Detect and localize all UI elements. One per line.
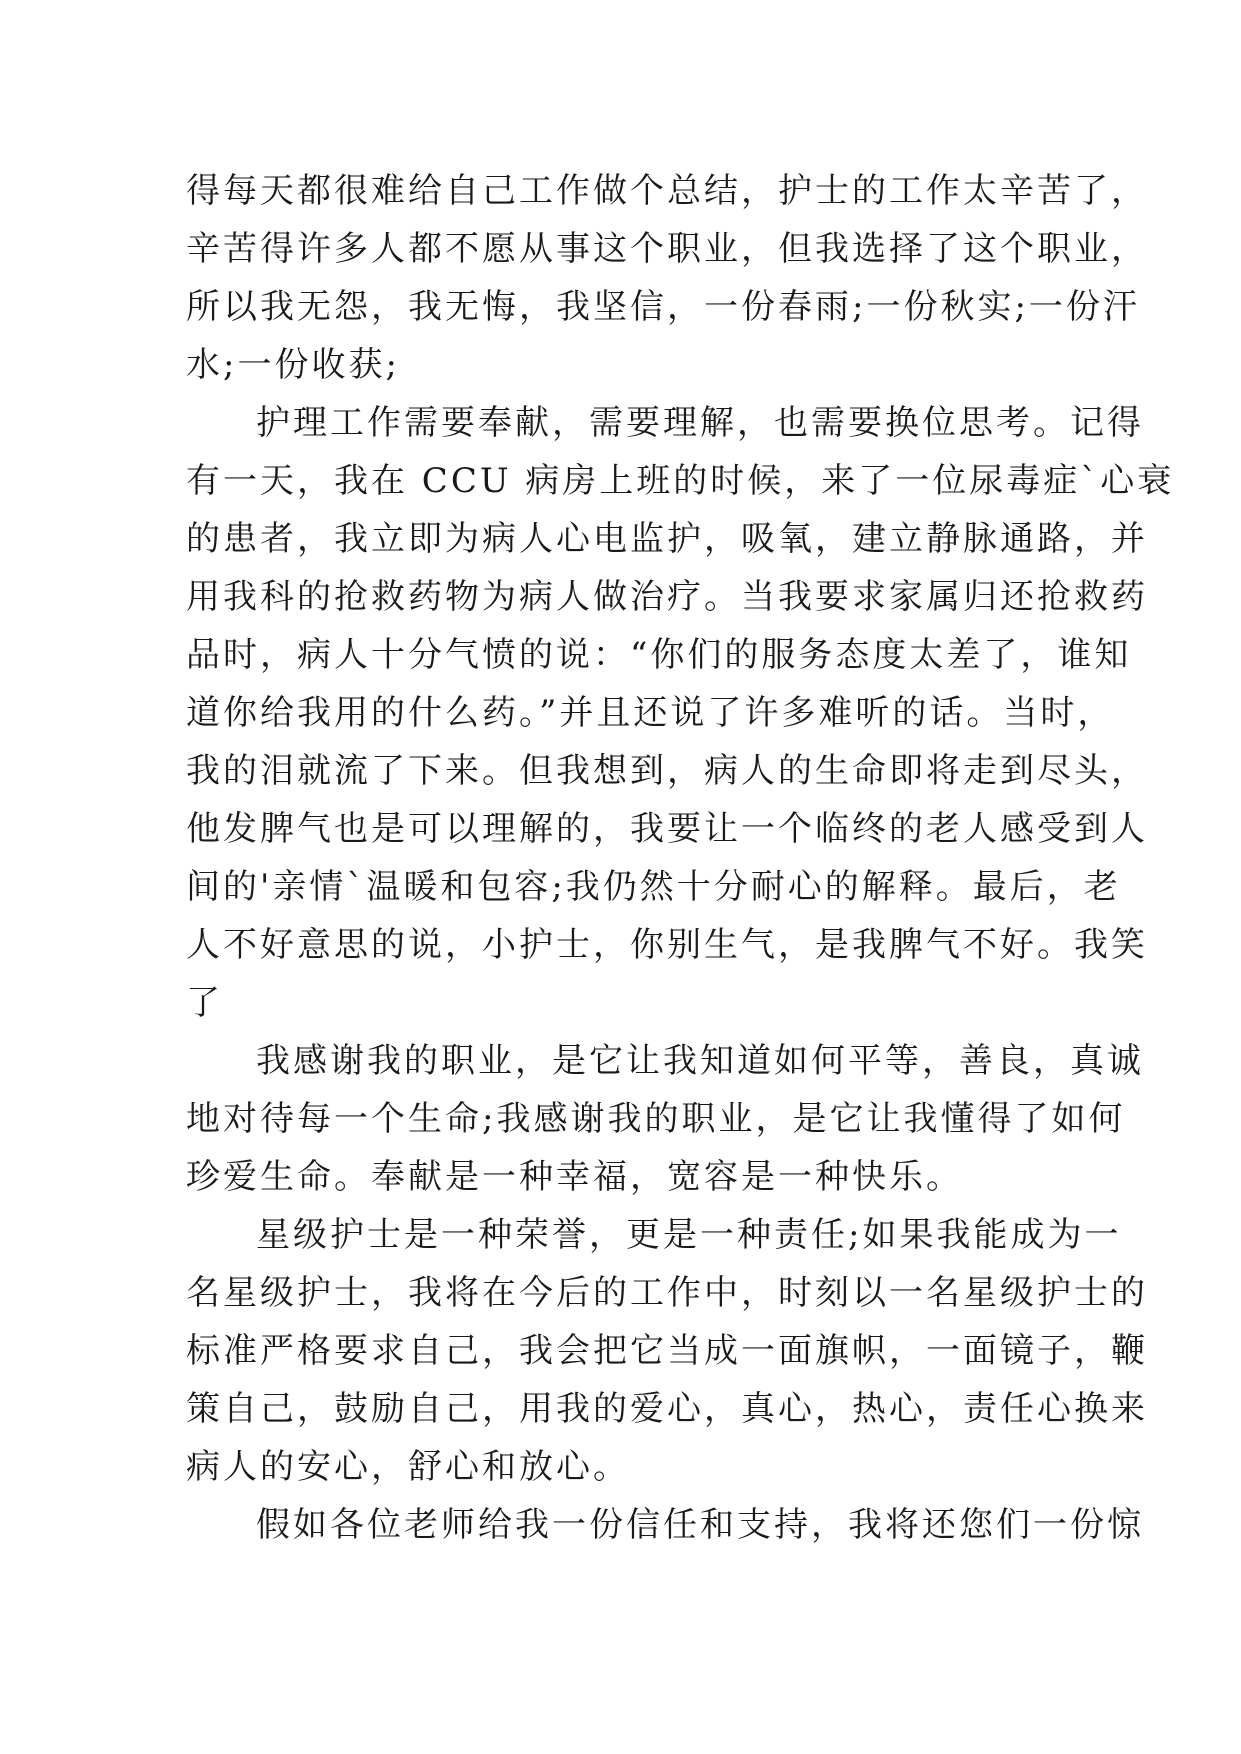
text-line: 辛苦得许多人都不愿从事这个职业，但我选择了这个职业， xyxy=(186,229,1148,269)
text-line: 得每天都很难给自己工作做个总结，护士的工作太辛苦了， xyxy=(186,171,1148,211)
text-line: 地对待每一个生命;我感谢我的职业，是它让我懂得了如何 xyxy=(186,1099,1126,1139)
text-line: 策自己，鼓励自己，用我的爱心，真心，热心，责任心换来 xyxy=(186,1389,1148,1429)
text-line: 了 xyxy=(186,983,223,1023)
paragraph-first-line: 我感谢我的职业，是它让我知道如何平等，善良，真诚 xyxy=(256,1041,1144,1081)
text-line: 间的'亲情`温暖和包容;我仍然十分耐心的解释。最后，老 xyxy=(186,867,1121,907)
text-line: 所以我无怨，我无悔，我坚信，一份春雨;一份秋实;一份汗 xyxy=(186,287,1140,327)
text-line: 用我科的抢救药物为病人做治疗。当我要求家属归还抢救药 xyxy=(186,577,1148,617)
paragraph-first-line: 假如各位老师给我一份信任和支持，我将还您们一份惊 xyxy=(256,1505,1144,1545)
text-line: 的患者，我立即为病人心电监护，吸氧，建立静脉通路，并 xyxy=(186,519,1148,559)
paragraph-first-line: 星级护士是一种荣誉，更是一种责任;如果我能成为一 xyxy=(256,1215,1122,1255)
text-line: 我的泪就流了下来。但我想到，病人的生命即将走到尽头， xyxy=(186,751,1148,791)
paragraph-first-line: 护理工作需要奉献，需要理解，也需要换位思考。记得 xyxy=(256,403,1144,443)
body-text xyxy=(186,162,1175,1554)
text-line: 他发脾气也是可以理解的，我要让一个临终的老人感受到人 xyxy=(186,809,1148,849)
text-line: 标准严格要求自己，我会把它当成一面旗帜，一面镜子，鞭 xyxy=(186,1331,1148,1371)
text-line: 道你给我用的什么药。”并且还说了许多难听的话。当时， xyxy=(186,693,1115,733)
text-line: 品时，病人十分气愤的说：“你们的服务态度太差了，谁知 xyxy=(186,635,1132,675)
text-line: 珍爱生命。奉献是一种幸福，宽容是一种快乐。 xyxy=(186,1157,963,1197)
text-line: 病人的安心，舒心和放心。 xyxy=(186,1447,630,1487)
text-line: 人不好意思的说，小护士，你别生气，是我脾气不好。我笑 xyxy=(186,925,1148,965)
text-line: 水;一份收获; xyxy=(186,345,400,385)
text-line: 名星级护士，我将在今后的工作中，时刻以一名星级护士的 xyxy=(186,1273,1148,1313)
text-line: 有一天，我在 CCU 病房上班的时候，来了一位尿毒症`心衰 xyxy=(186,461,1175,501)
